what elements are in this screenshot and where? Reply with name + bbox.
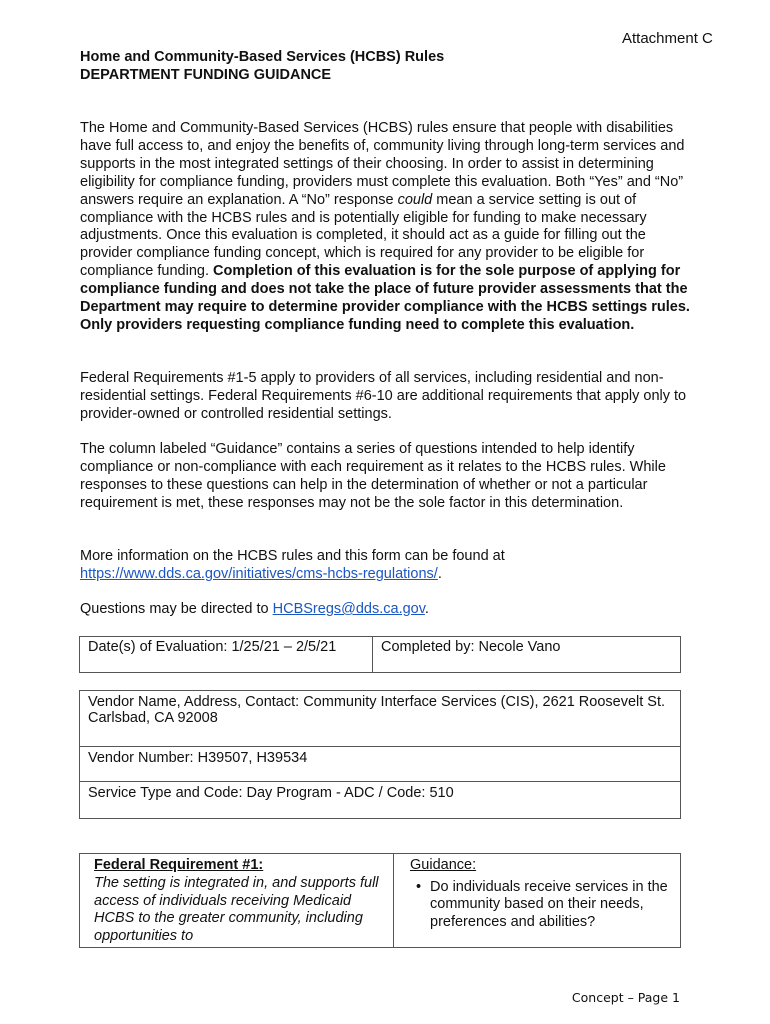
guidance-text: The column labeled “Guidance” contains a series of questions intended to help identify compliance or non-compliance with each requirement as it relates to the HCBS rules. While responses to these questions can help in the determination of whether or not a particular requirement is met, these responses may not be the sole factor in this determination. bbox=[80, 441, 666, 511]
more-info-text: More information on the HCBS rules and this form can be found at bbox=[80, 548, 505, 564]
more-info-paragraph bbox=[80, 548, 690, 584]
attachment-label: Attachment C bbox=[622, 30, 713, 47]
title-line-1: Home and Community-Based Services (HCBS) Rules bbox=[80, 49, 445, 65]
federal-text: Federal Requirements #1-5 apply to providers of all services, including residential and non-residential settings. Federal Requirements #6-10 are additional requirements that apply only to provider-owned or controlled residential settings. bbox=[80, 370, 687, 422]
requirement-cell bbox=[80, 854, 394, 948]
questions-paragraph bbox=[80, 601, 690, 619]
guidance-item: • Do individuals receive services in the community based on their needs, preferences and abilities? bbox=[430, 879, 670, 932]
guidance-paragraph bbox=[80, 441, 690, 513]
page-footer: Concept – Page 1 bbox=[571, 990, 680, 1005]
vendor-number-cell: Vendor Number: H39507, H39534 bbox=[80, 747, 681, 782]
title-line-2: DEPARTMENT FUNDING GUIDANCE bbox=[80, 67, 332, 83]
intro-text-a: The Home and Community-Based Services (HCBS) rules ensure that people with disabilities have full access to, and enjoy the benefits of, community living through long-term services and supports in the most integrated settings of their choosing. In order to assist in determining eligibility for compliance funding, providers must complete this evaluation. Both “Yes” and “No” answers require an explanation. A “No” response bbox=[80, 120, 685, 208]
hcbs-email-link[interactable]: HCBSregs@dds.ca.gov bbox=[272, 601, 425, 617]
document-title bbox=[80, 48, 444, 84]
more-info-after: . bbox=[437, 565, 442, 582]
hcbs-regulations-link[interactable]: https://www.dds.ca.gov/initiatives/cms-hcbs-regulations/ bbox=[80, 565, 438, 582]
intro-text-bold: Completion of this evaluation is for the sole purpose of applying for compliance funding and does not take the place of future provider assessments that the Department may require to determine provider compliance with the HCBS settings rules. Only providers requesting compliance funding need to complete this evaluation. bbox=[80, 263, 690, 333]
intro-text-b: mean a service setting is out of compliance with the HCBS rules and is potentially eligible for funding to make necessary adjustments. Once this evaluation is completed, it should act as a guide for filling out the provider compliance funding concept, which is required for any provider to be eligible for compliance funding. bbox=[80, 191, 647, 280]
vendor-name-cell: Vendor Name, Address, Contact: Community Interface Services (CIS), 2621 Roosevelt St. Carlsbad, CA 92008 bbox=[80, 691, 681, 747]
intro-text-italic: could bbox=[397, 191, 433, 208]
questions-after: . bbox=[424, 601, 429, 617]
federal-requirements-paragraph bbox=[80, 370, 690, 424]
requirement-body: The setting is integrated in, and supports full access of individuals receiving Medicaid HCBS to the greater community, including opportunities to bbox=[94, 875, 379, 944]
requirement-table bbox=[79, 853, 681, 948]
service-type-cell: Service Type and Code: Day Program - ADC / Code: 510 bbox=[80, 782, 681, 819]
completed-by-cell: Completed by: Necole Vano bbox=[373, 637, 681, 673]
evaluation-table bbox=[79, 636, 681, 673]
intro-paragraph bbox=[80, 120, 690, 335]
requirement-heading: Federal Requirement #1: bbox=[94, 857, 264, 873]
guidance-heading: Guidance: bbox=[410, 857, 477, 873]
guidance-cell bbox=[394, 854, 681, 948]
guidance-list bbox=[410, 879, 670, 932]
questions-text: Questions may be directed to bbox=[80, 601, 273, 617]
evaluation-dates-cell: Date(s) of Evaluation: 1/25/21 – 2/5/21 bbox=[80, 637, 373, 673]
vendor-table bbox=[79, 690, 681, 819]
